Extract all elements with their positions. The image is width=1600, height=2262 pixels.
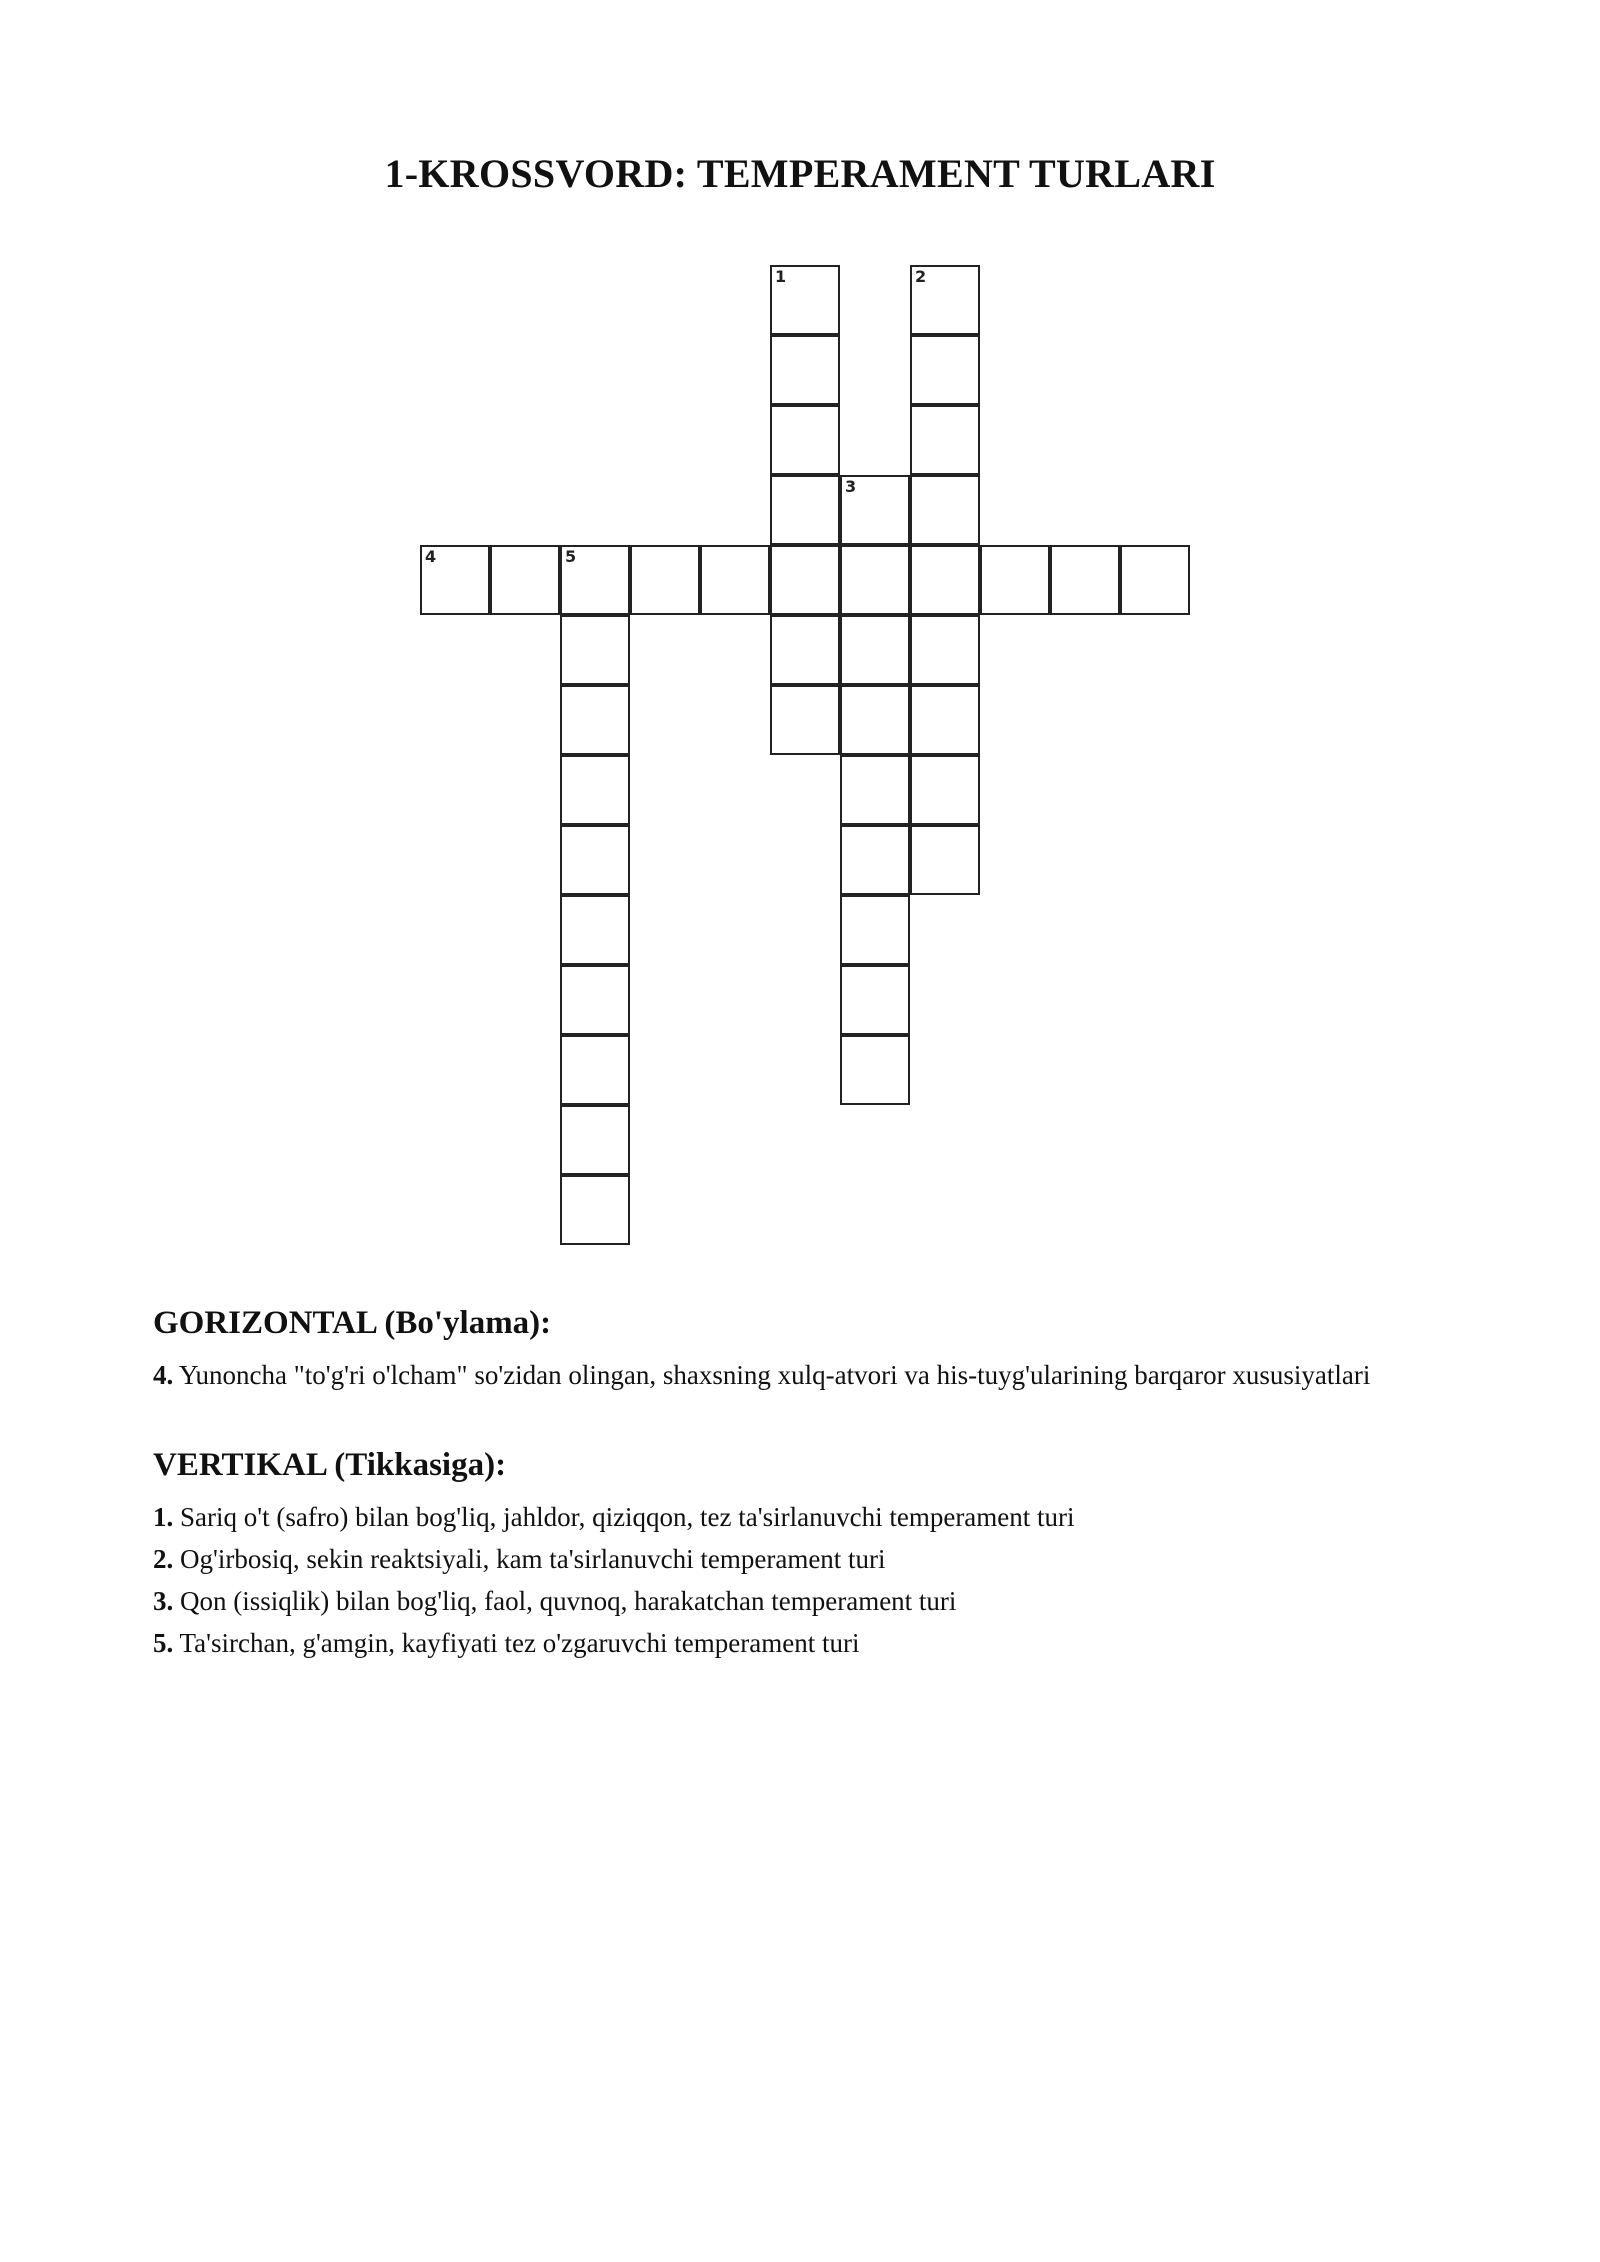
clue-text: Ta'sirchan, g'amgin, kayfiyati tez o'zgaruvchi temperament turi [179,1628,860,1658]
clue-number: 4 [425,547,437,566]
crossword-cell[interactable] [910,335,980,405]
crossword-cell[interactable] [770,475,840,545]
crossword-cell[interactable] [840,965,910,1035]
clue-number: 2 [915,267,927,286]
crossword-cell[interactable] [420,545,490,615]
crossword-cell[interactable] [560,545,630,615]
crossword-cell[interactable] [910,475,980,545]
vertical-clues [153,1500,1383,1668]
crossword-cell[interactable] [560,1035,630,1105]
clue-number: 1 [775,267,787,286]
clue-text: Yunoncha "to'g'ri o'lcham" so'zidan olingan, shaxsning xulq-atvori va his-tuyg'ularining barqaror xususiyatlari [179,1360,1371,1390]
crossword-cell[interactable] [560,755,630,825]
crossword-cell[interactable] [560,615,630,685]
crossword-cell[interactable] [490,545,560,615]
page-title: 1-KROSSVORD: TEMPERAMENT TURLARI [384,151,1216,196]
crossword-cell[interactable] [630,545,700,615]
crossword-cell[interactable] [840,895,910,965]
crossword-cell[interactable] [770,265,840,335]
crossword-cell[interactable] [840,475,910,545]
vertical-heading: VERTIKAL (Tikkasiga): [153,1447,507,1483]
crossword-cell[interactable] [980,545,1050,615]
clue-item [153,1626,1383,1660]
crossword-cell[interactable] [1050,545,1120,615]
crossword-cell[interactable] [560,1105,630,1175]
horizontal-heading: GORIZONTAL (Bo'ylama): [153,1305,552,1341]
crossword-cell[interactable] [840,545,910,615]
crossword-cell[interactable] [910,825,980,895]
clue-number: 3. [153,1586,174,1616]
clue-number: 1. [153,1502,174,1532]
crossword-cell[interactable] [910,545,980,615]
clue-number: 4. [153,1360,174,1390]
crossword-cell[interactable] [840,825,910,895]
clue-number: 5 [565,547,577,566]
crossword-cell[interactable] [910,685,980,755]
crossword-cell[interactable] [560,895,630,965]
crossword-cell[interactable] [910,615,980,685]
crossword-cell[interactable] [770,545,840,615]
clue-item [153,1500,1383,1534]
crossword-cell[interactable] [700,545,770,615]
clue-item [153,1542,1383,1576]
crossword-cell[interactable] [1120,545,1190,615]
clue-item [153,1584,1383,1618]
crossword-cell[interactable] [770,335,840,405]
crossword-cell[interactable] [770,685,840,755]
crossword-cell[interactable] [560,965,630,1035]
clue-number: 3 [845,477,857,496]
clue-text: Og'irbosiq, sekin reaktsiyali, kam ta'sirlanuvchi temperament turi [180,1544,886,1574]
crossword-cell[interactable] [560,1175,630,1245]
crossword-cell[interactable] [840,755,910,825]
crossword-cell[interactable] [840,615,910,685]
clue-item [153,1358,1383,1392]
crossword-cell[interactable] [910,265,980,335]
horizontal-clues [153,1358,1383,1400]
crossword-cell[interactable] [840,685,910,755]
crossword-cell[interactable] [560,825,630,895]
clue-text: Qon (issiqlik) bilan bog'liq, faol, quvnoq, harakatchan temperament turi [180,1586,957,1616]
crossword-cell[interactable] [910,755,980,825]
clue-number: 5. [153,1628,174,1658]
clue-number: 2. [153,1544,174,1574]
crossword-cell[interactable] [560,685,630,755]
crossword-cell[interactable] [840,1035,910,1105]
crossword-cell[interactable] [770,405,840,475]
clue-text: Sariq o't (safro) bilan bog'liq, jahldor, qiziqqon, tez ta'sirlanuvchi temperament turi [180,1502,1075,1532]
crossword-cell[interactable] [770,615,840,685]
crossword-cell[interactable] [910,405,980,475]
